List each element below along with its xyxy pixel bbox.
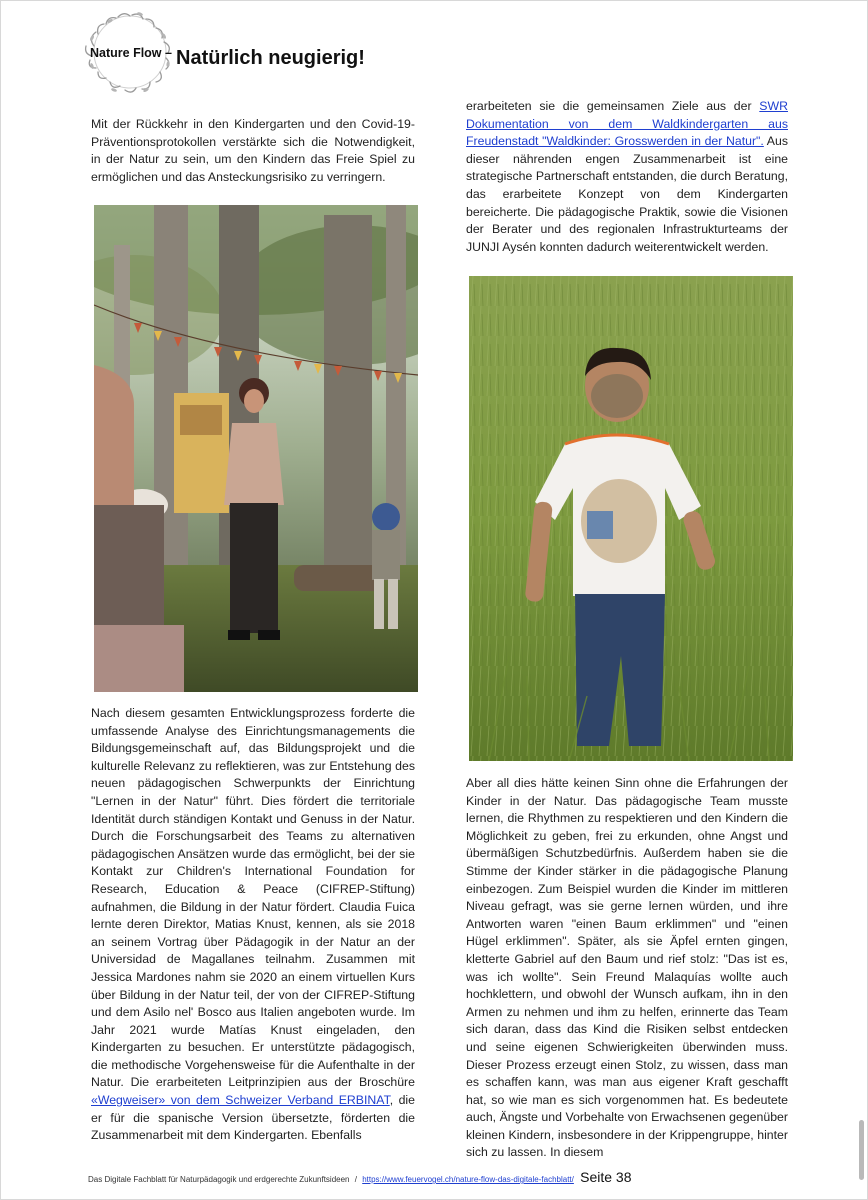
- swr-documentary-link[interactable]: SWR Dokumentation von dem Waldkindergarten aus Freudenstadt "Waldkinder: Grosswerden in der Natur".: [466, 99, 788, 149]
- viewer-scrollbar[interactable]: [859, 1120, 864, 1180]
- left-column-body: [91, 705, 415, 1145]
- right-column-top: [466, 98, 788, 256]
- footer-separator: /: [354, 1175, 357, 1184]
- page-number: Seite 38: [580, 1169, 632, 1185]
- right-bottom-paragraph: Aber all dies hätte keinen Sinn ohne die Erfahrungen der Kinder in der Natur. Das pädagogische Team musste lernen, die Rhythmen zu respektieren und den Kindern die Möglichkeit zu geben, frei zu erkunden, ohne Angst und übermäßigen Schutzbedürfnis. Außerdem haben sie die Stimme der Kinder stärker in die pädagogische Planung einbezogen. Zum Beispiel wurden die Kinder im mittleren Niveau gefragt, was sie gerne lernen würden, und ihre Antworten waren "einen Baum erklimmen" und "einen Hügel erklimmen". Später, als sie Äpfel ernten gingen, kletterte Gabriel auf den Baum und rief stolz: "Das ist es, was ich wollte". Sein Freund Malaquías wollte auch hochklettern, und obwohl der Wunsch aufkam, ihn in den Armen zu nehmen und ihm zu helfen, erinnerte das Team sich daran, dass das Kind die Risiken selbst entdecken und seine eigenen Schwierigkeiten überwinden muss. Dieser Prozess erzeugt einen Stolz, zu wissen, dass man es schaffen kann, was man aus eigener Kraft geschafft hat, so wie man es sich vorgenommen hat. Es bedeutete auch, Ängste und Vorbehalte von Erwachsenen gegenüber kleinen Kindern, insbesondere in der Krippengruppe, hinter sich zu lassen. In diesem: [466, 776, 788, 1160]
- body-text-after-link: , die er für die spanische Version übersetzte, förderten die Zusammenarbeit mit dem Kindergarten. Ebenfalls: [91, 1093, 415, 1143]
- right-column-body: [466, 775, 788, 1162]
- boy-in-meadow-photo: [469, 276, 793, 761]
- right-text-before-link: erarbeiteten sie die gemeinsamen Ziele aus der: [466, 99, 760, 113]
- footer-publication-text: Das Digitale Fachblatt für Naturpädagogik und erdgerechte Zukunftsideen: [88, 1175, 350, 1184]
- right-top-paragraph: [466, 98, 788, 256]
- right-text-after-link: Aus dieser nährenden engen Zusammenarbeit ist eine strategische Partnerschaft entstanden, die durch Beratung, das erarbeitete Konzept von dem Kindergarten bereicherte. Die pädagogische Praktik, sowie die Visionen der Berater und des regionalen Infrastrukturteams der JUNJI Aysén konnten dadurch weiterentwickelt werden.: [466, 134, 788, 254]
- body-paragraph: [91, 705, 415, 1145]
- body-text-before-link: Nach diesem gesamten Entwicklungsprozess forderte die umfassende Analyse des Einrichtungsmanagements die Bildungsgemeinschaft auf, das Bildungsprojekt und die kulturelle Relevanz zu reflektieren, was zur Entstehung des neuen pädagogischen Schwerpunkts der Einrichtung "Lernen in der Natur" führt. Dies fördert die territoriale Identität durch ständigen Kontakt und Genuss in der Natur. Durch die Forschungsarbeit des Teams zu alternativen pädagogischen Ansätzen wurde das ermöglicht, bei der sie Kontakt zur Children's International Foundation for Research, Education & Peace (CIFREP-Stiftung) aufnahmen, die Bildung in der Natur fördert. Claudia Fuica lernte deren Direktor, Matias Knust, kennen, als sie 2018 an seinem Vortrag über Pädagogik in der Natur an der Universidad de Magallanes teilnahm. Zusammen mit Jessica Mardones nahm sie 2020 an einem virtuellen Kurs über Bildung in der Natur teil, der von der CIFREP-Stiftung und dem Asilo nel' Bosco aus Italien angeboten wurde. Im Jahr 2021 wurde Matías Knust eingeladen, den Kindergarten zu besuchen. Er unterstützte pädagogisch, die methodische Vorgehensweise für die Aufenthalte in der Natur. Die erarbeiteten Leitprinzipien aus der Broschüre: [91, 706, 415, 1090]
- page-title: Natürlich neugierig!: [176, 47, 365, 69]
- page-footer: [88, 1169, 788, 1185]
- intro-paragraph: Mit der Rückkehr in den Kindergarten und den Covid-19-Präventionsprotokollen verstärkte sich die Notwendigkeit, in der Natur zu sein, um den Kindern das Freie Spiel zu ermöglichen und das Ansteckungsrisiko zu verringern.: [91, 117, 415, 184]
- brand-label: Nature Flow –: [90, 46, 172, 60]
- wegweiser-erbinat-link[interactable]: «Wegweiser» von dem Schweizer Verband ERBINAT: [91, 1093, 390, 1108]
- forest-kindergarten-photo: [94, 205, 418, 692]
- footer-url-link[interactable]: https://www.feuervogel.ch/nature-flow-das-digitale-fachblatt/: [362, 1175, 574, 1184]
- left-column-intro: [91, 116, 415, 186]
